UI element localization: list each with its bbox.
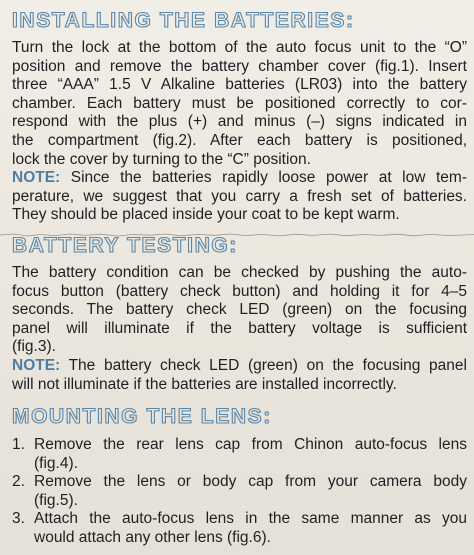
paragraph-testing bbox=[12, 264, 467, 357]
step-number: 2. bbox=[12, 473, 25, 491]
step-line: would attach any other lens (fig.6). bbox=[34, 528, 271, 546]
note-line bbox=[12, 357, 467, 376]
note-installing bbox=[12, 169, 467, 225]
note-label: NOTE: bbox=[12, 357, 61, 374]
note-text: Since the batteries rapidly loose power at low tem- bbox=[60, 169, 467, 186]
heading-battery-testing: BATTERY TESTING: bbox=[12, 234, 238, 257]
heading-installing-batteries: INSTALLING THE BATTERIES: bbox=[12, 9, 355, 32]
text-line: Turn the lock at the bottom of the auto focus unit to the “O” bbox=[12, 39, 467, 56]
list-item bbox=[12, 510, 467, 547]
note-line: They should be placed inside your coat to be kept warm. bbox=[12, 206, 400, 224]
text-line: panel will illuminate if the battery voltage is sufficient bbox=[12, 319, 467, 337]
text-line: respond with the plus (+) and minus (–) signs indicated in bbox=[12, 113, 467, 131]
text-line: The battery condition can be checked by pushing the auto- bbox=[12, 264, 467, 281]
text-line: chamber. Each battery must be positioned correctly to cor- bbox=[12, 94, 467, 112]
note-label: NOTE: bbox=[12, 169, 61, 186]
mounting-steps-list bbox=[12, 436, 467, 548]
heading-mounting-lens: MOUNTING THE LENS: bbox=[12, 405, 272, 428]
step-number: 1. bbox=[12, 436, 25, 453]
list-item bbox=[12, 436, 467, 473]
step-line: (fig.5). bbox=[34, 491, 78, 509]
text-line: lock the cover by turning to the “C” position. bbox=[12, 150, 311, 168]
note-text: The battery check LED (green) on the focusing panel bbox=[60, 357, 467, 374]
note-testing bbox=[12, 357, 467, 394]
note-line bbox=[12, 169, 467, 188]
step-line: Remove the lens or body cap from your camera body bbox=[34, 473, 467, 491]
step-line: Remove the rear lens cap from Chinon auto-focus lens bbox=[34, 436, 467, 453]
list-item bbox=[12, 473, 467, 510]
note-line: will not illuminate if the batteries are installed incorrectly. bbox=[12, 375, 397, 393]
text-line: position and remove the battery chamber cover (fig.1). Insert bbox=[12, 57, 467, 75]
text-line: (fig.3). bbox=[12, 338, 56, 356]
step-number: 3. bbox=[12, 510, 25, 528]
text-line: seconds. The battery check LED (green) on the focusing bbox=[12, 301, 467, 319]
text-line: the compartment (fig.2). After each battery is positioned, bbox=[12, 131, 467, 149]
text-line: focus button (battery check button) and holding it for 4–5 bbox=[12, 282, 467, 300]
step-line: (fig.4). bbox=[34, 454, 78, 472]
note-line: perature, we suggest that you carry a fresh set of batteries. bbox=[12, 187, 467, 205]
step-line: Attach the auto-focus lens in the same manner as you bbox=[34, 510, 467, 528]
text-line: three “AAA” 1.5 V Alkaline batteries (LR03) into the battery bbox=[12, 76, 467, 94]
paragraph-installing bbox=[12, 39, 467, 169]
